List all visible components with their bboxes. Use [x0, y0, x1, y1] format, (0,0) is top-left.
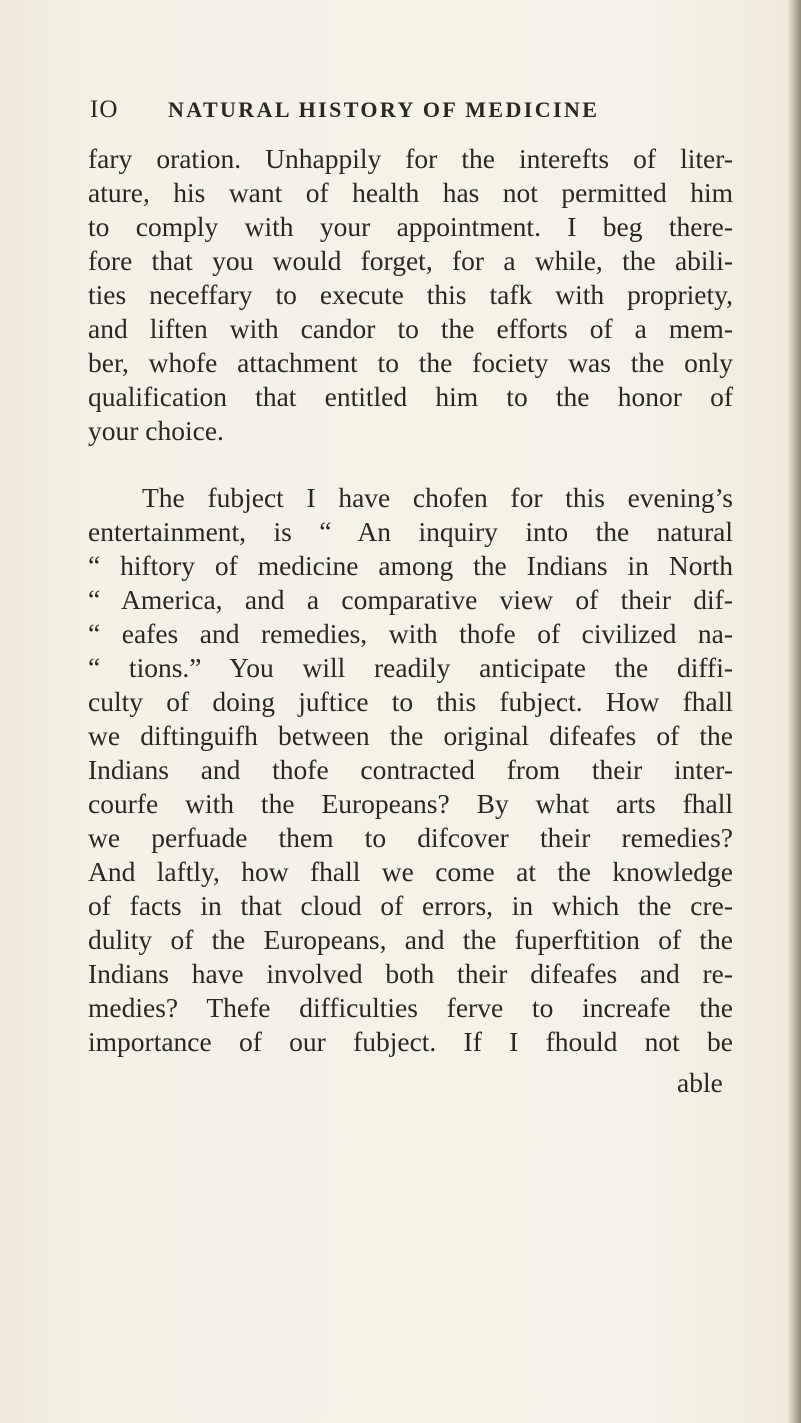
text-line: fore that you would forget, for a while, the abili- — [88, 245, 733, 276]
text-line: The fubject I have chofen for this evening’s — [142, 482, 733, 513]
running-title: NATURAL HISTORY OF MEDICINE — [168, 97, 600, 122]
page-number: IO — [90, 96, 119, 123]
text-line: ber, whofe attachment to the fociety was the only — [88, 347, 733, 378]
text-line: courfe with the Europeans? By what arts fhall — [88, 788, 733, 819]
text-line: to comply with your appointment. I beg there- — [88, 211, 733, 242]
page-edge-shadow — [788, 0, 801, 1423]
text-line: we diftinguifh between the original difeafes of the — [88, 720, 733, 751]
text-line: “ eafes and remedies, with thofe of civilized na- — [88, 618, 733, 649]
text-line: “ hiftory of medicine among the Indians in North — [88, 550, 733, 581]
text-line: and liften with candor to the efforts of a mem- — [88, 313, 733, 344]
text-line: fary oration. Unhappily for the interefts of liter- — [88, 143, 733, 174]
text-line: we perfuade them to difcover their remedies? — [88, 822, 733, 853]
running-head — [90, 96, 730, 130]
paragraph-gap — [88, 448, 733, 481]
text-line: “ tions.” You will readily anticipate the diffi- — [88, 652, 733, 683]
text-line: Indians have involved both their difeafes and re- — [88, 958, 733, 989]
text-line: ties neceffary to execute this tafk with propriety, — [88, 279, 733, 310]
text-line: And laftly, how fhall we come at the knowledge — [88, 856, 733, 887]
paragraph — [88, 142, 733, 448]
catchword: able — [677, 1067, 723, 1098]
text-line: entertainment, is “ An inquiry into the natural — [88, 516, 733, 547]
text-line: importance of our fubject. If I fhould not be — [88, 1026, 733, 1057]
body-text — [88, 142, 733, 1059]
text-line: “ America, and a comparative view of their dif- — [88, 584, 733, 615]
text-line: your choice. — [88, 415, 224, 446]
paragraph — [88, 481, 733, 1059]
text-line: of facts in that cloud of errors, in which the cre- — [88, 890, 733, 921]
text-line: ature, his want of health has not permitted him — [88, 177, 733, 208]
text-line: medies? Thefe difficulties ferve to increafe the — [88, 992, 733, 1023]
text-line: dulity of the Europeans, and the fuperftition of the — [88, 924, 733, 955]
text-line: qualification that entitled him to the honor of — [88, 381, 733, 412]
text-line: Indians and thofe contracted from their inter- — [88, 754, 733, 785]
text-line: culty of doing juftice to this fubject. How fhall — [88, 686, 733, 717]
